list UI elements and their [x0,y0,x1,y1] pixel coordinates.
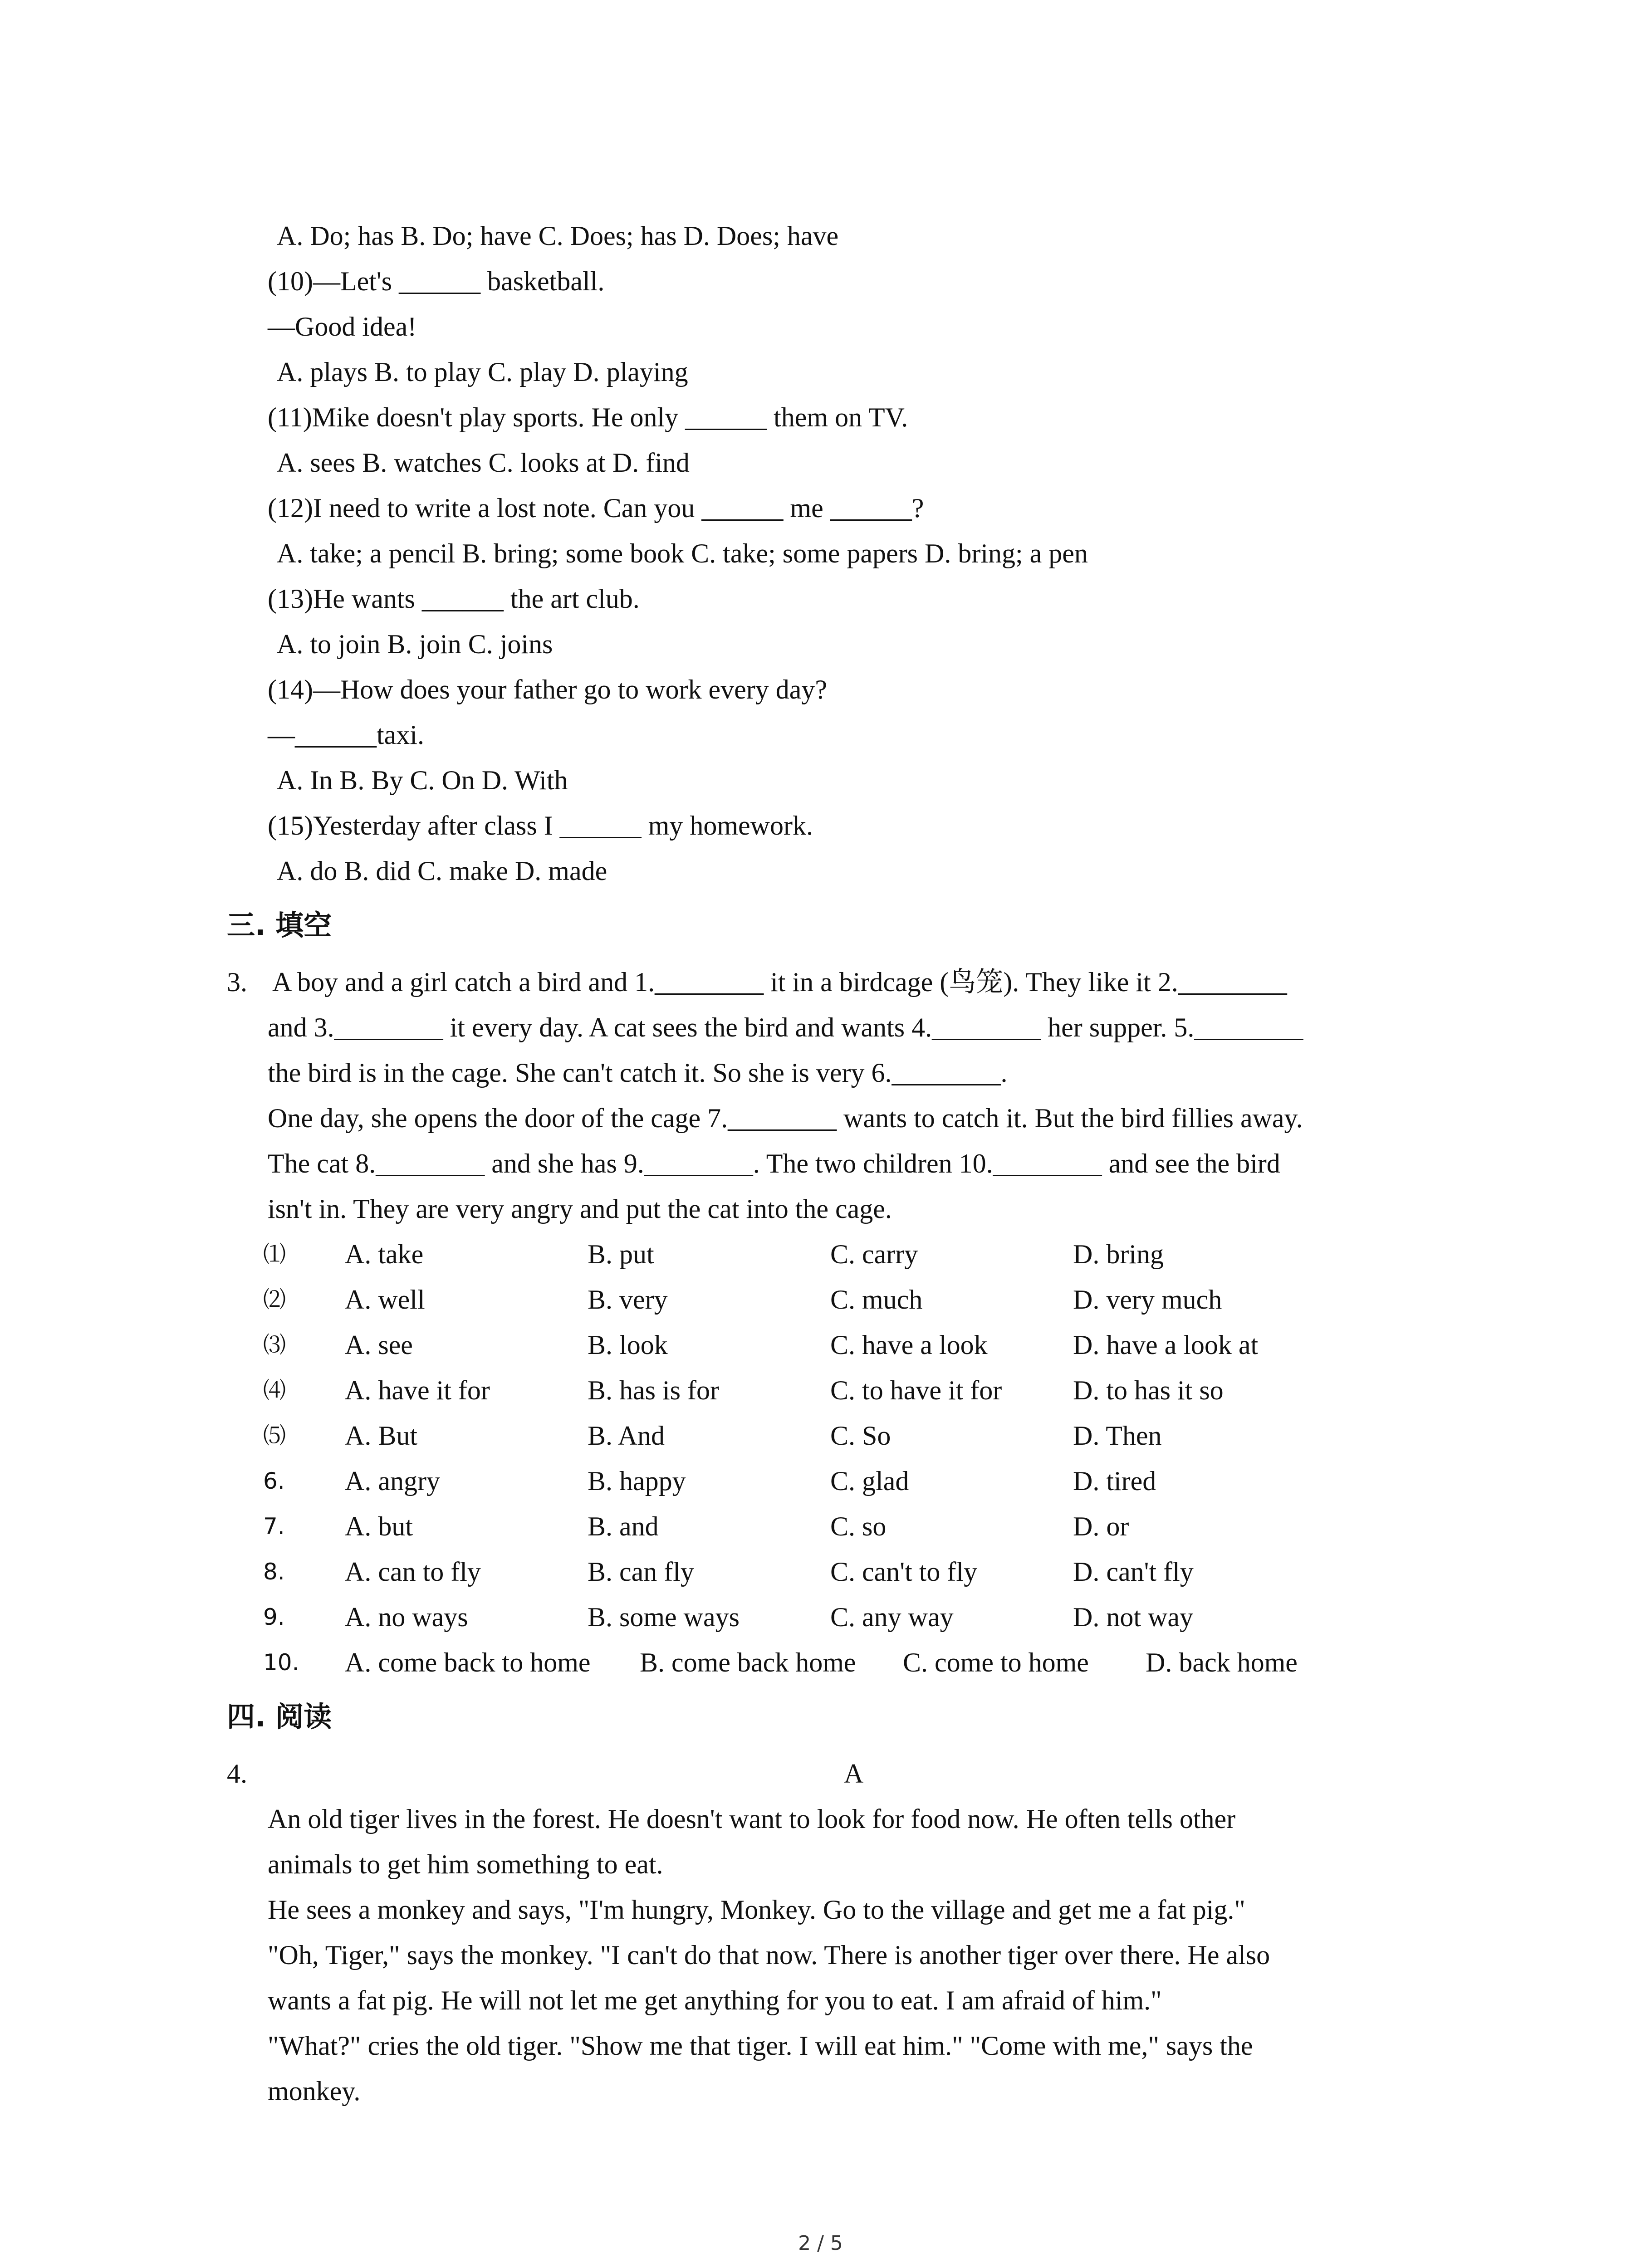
question-14-stem: (14)—How does your father go to work every day? [268,675,827,704]
question-4-number: 4. [227,1759,247,1789]
option-a: A. come back to home [345,1647,591,1677]
option-c: C. So [830,1421,891,1451]
option-b: B. look [588,1330,668,1360]
reading-passage-line: "Oh, Tiger," says the monkey. "I can't do that now. There is another tiger over there. He also [268,1940,1270,1970]
question-14-options: A. In B. By C. On D. With [277,765,568,795]
option-a: A. have it for [345,1375,490,1405]
option-c: C. glad [830,1466,909,1496]
question-15-stem: (15)Yesterday after class I ______ my homework. [268,811,813,841]
option-a: A. But [345,1421,418,1451]
option-d: D. bring [1073,1239,1164,1269]
question-13-stem: (13)He wants ______ the art club. [268,584,640,614]
cloze-passage-line: and 3.________ it every day. A cat sees the bird and wants 4.________ her supper. 5.________ [268,1012,1303,1042]
question-12-stem: (12)I need to write a lost note. Can you ______ me ______? [268,493,924,523]
question-10-reply: —Good idea! [268,312,417,342]
question-9-options: A. Do; has B. Do; have C. Does; has D. Does; have [277,221,839,251]
option-d: D. or [1073,1511,1129,1541]
reading-passage-line: An old tiger lives in the forest. He doesn't want to look for food now. He often tells other [268,1804,1236,1834]
cloze-option-row [263,1640,1488,1685]
option-number: ⑵ [263,1286,286,1313]
option-number: ⑷ [263,1377,286,1403]
page-number: 2 / 5 [798,2232,843,2255]
option-d: D. Then [1073,1421,1162,1451]
option-d: D. back home [1146,1647,1298,1677]
option-b: B. very [588,1285,668,1315]
option-a: A. see [345,1330,413,1360]
option-d: D. to has it so [1073,1375,1224,1405]
option-d: D. very much [1073,1285,1222,1315]
cloze-option-row [263,1549,1488,1594]
question-11-stem: (11)Mike doesn't play sports. He only ______ them on TV. [268,402,908,432]
option-number: ⑶ [263,1332,286,1358]
option-a: A. but [345,1511,413,1541]
option-d: D. have a look at [1073,1330,1259,1360]
option-c: C. have a look [830,1330,988,1360]
question-12-options: A. take; a pencil B. bring; some book C. take; some papers D. bring; a pen [277,538,1088,568]
question-14-reply: —______taxi. [268,720,424,750]
cloze-passage-line: the bird is in the cage. She can't catch it. So she is very 6.________. [268,1058,1008,1088]
option-d: D. not way [1073,1602,1193,1632]
option-c: C. any way [830,1602,954,1632]
option-number: 8. [263,1559,285,1585]
reading-passage-line: "What?" cries the old tiger. "Show me that tiger. I will eat him." "Come with me," says the [268,2031,1253,2061]
option-number: 6. [263,1468,285,1494]
question-15-options: A. do B. did C. make D. made [277,856,607,886]
reading-passage-line: monkey. [268,2076,361,2106]
cloze-option-row [263,1232,1488,1277]
option-c: C. much [830,1285,923,1315]
option-b: B. happy [588,1466,686,1496]
section-4-heading: 四. 阅读 [227,1700,332,1733]
option-a: A. well [345,1285,425,1315]
passage-label: A [844,1759,864,1789]
cloze-passage-line: isn't in. They are very angry and put the cat into the cage. [268,1194,892,1224]
option-c: C. can't to fly [830,1557,978,1587]
option-c: C. so [830,1511,887,1541]
question-11-options: A. sees B. watches C. looks at D. find [277,448,690,478]
section-3-heading: 三. 填空 [227,909,332,942]
cloze-option-row [263,1458,1488,1504]
option-d: D. tired [1073,1466,1156,1496]
option-b: B. come back home [640,1647,856,1677]
cloze-passage-line: A boy and a girl catch a bird and 1.________ it in a birdcage (鸟笼). They like it 2.________ [272,967,1287,997]
option-b: B. has is for [588,1375,719,1405]
option-number: 7. [263,1513,285,1540]
cloze-option-row [263,1322,1488,1368]
option-b: B. put [588,1239,654,1269]
option-a: A. can to fly [345,1557,481,1587]
reading-passage-line: He sees a monkey and says, "I'm hungry, Monkey. Go to the village and get me a fat pig." [268,1895,1245,1925]
reading-passage-line: animals to get him something to eat. [268,1849,663,1879]
cloze-option-row [263,1413,1488,1458]
cloze-passage-line: One day, she opens the door of the cage 7.________ wants to catch it. But the bird fillies away. [268,1103,1303,1133]
cloze-passage-line: The cat 8.________ and she has 9.________. The two children 10.________ and see the bird [268,1149,1280,1178]
question-10-stem: (10)—Let's ______ basketball. [268,266,605,296]
option-a: A. angry [345,1466,440,1496]
cloze-option-row [263,1504,1488,1549]
option-number: 10. [263,1649,299,1676]
reading-passage-line: wants a fat pig. He will not let me get anything for you to eat. I am afraid of him." [268,1985,1162,2015]
option-number: ⑸ [263,1422,286,1449]
question-10-options: A. plays B. to play C. play D. playing [277,357,688,387]
question-13-options: A. to join B. join C. joins [277,629,553,659]
option-number: ⑴ [263,1241,286,1267]
option-d: D. can't fly [1073,1557,1194,1587]
option-a: A. no ways [345,1602,468,1632]
option-c: C. to have it for [830,1375,1002,1405]
option-number: 9. [263,1604,285,1630]
option-c: C. carry [830,1239,918,1269]
question-3-number: 3. [227,967,247,997]
cloze-option-row [263,1594,1488,1640]
cloze-option-row [263,1368,1488,1413]
option-b: B. and [588,1511,659,1541]
option-b: B. some ways [588,1602,740,1632]
option-b: B. And [588,1421,665,1451]
option-c: C. come to home [903,1647,1089,1677]
cloze-option-row [263,1277,1488,1322]
option-a: A. take [345,1239,424,1269]
option-b: B. can fly [588,1557,694,1587]
